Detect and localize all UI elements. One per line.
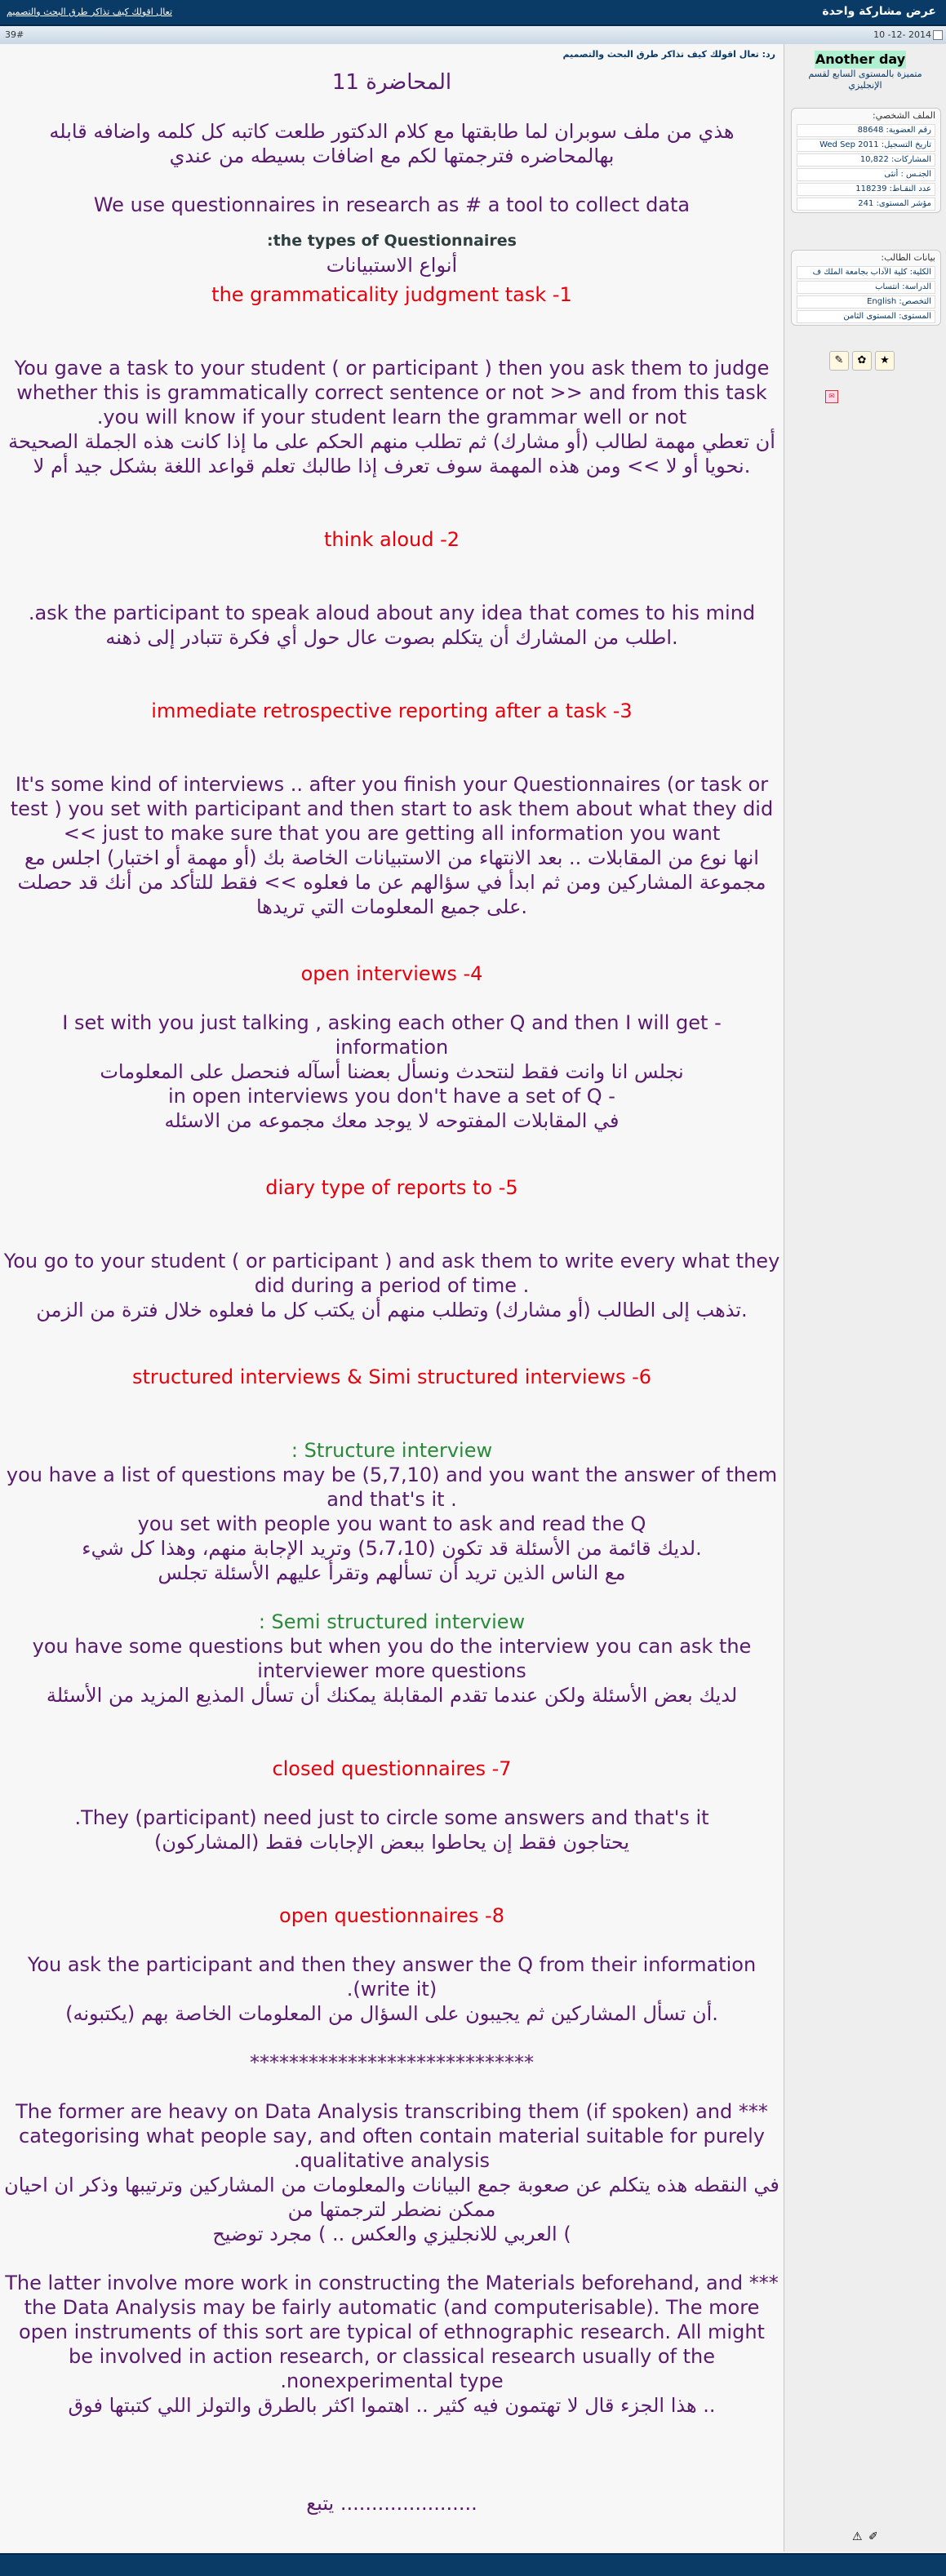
section-title: closed questionnaires -7: [272, 1757, 512, 1780]
section-text-ar: انها نوع من المقابلات .. بعد الانتهاء من الاستبيانات الخاصة بك (أو مهمة أو اختبار) اجلس مع: [24, 846, 759, 869]
section-text-ar: لديك قائمة من الأسئلة قد تكون (5،7،10) وتريد الإجابة منهم، وهذا كل شيء.: [82, 1537, 702, 1560]
section-title: structured interviews & Simi structured interviews -6: [131, 1366, 652, 1388]
paragraph-text: .nonexperimental type: [280, 2369, 504, 2392]
section-text-ar: أن تعطي مهمة لطالب (أو مشارك) ثم تطلب منهم الحكم على ما إذا كانت هذه الجملة الصحيحة: [8, 430, 775, 453]
username[interactable]: Another day: [815, 51, 906, 67]
warning-icon[interactable]: ⚠: [852, 2530, 863, 2543]
stars-separator: *****************************: [250, 2051, 534, 2074]
section-text-ar: مع الناس الذين تريد أن تسألهم وتقرأ عليهم الأسئلة تجلس: [158, 1561, 626, 1584]
section-title: think aloud -2: [323, 528, 460, 551]
section-text-ar: أن تسأل المشاركين ثم يجيبون على السؤال من المعلومات الخاصة بهم (يكتبونه).: [65, 2002, 718, 2025]
top-bar: [0, 0, 946, 26]
user-icons: [829, 351, 898, 371]
profile-row: مؤشر المستوى: 241: [797, 198, 935, 211]
section-text: you have a list of questions may be (5,7,10) and you want the answer of them: [6, 1463, 778, 1486]
section-text: did during a period of time .: [254, 1274, 530, 1297]
user-sidebar: [784, 44, 946, 2552]
student-header: بيانات الطالب:: [881, 252, 935, 263]
section-text-ar: في المقابلات المفتوحه لا يوجد معك مجموعه من الاسئله: [164, 1109, 620, 1132]
paragraph-text: be involved in action research, or classical research usually of the: [68, 2345, 716, 2368]
section-text-ar: نجلس انا وانت فقط لنتحدث ونسأل بعضنا أسآله فنحصل على المعلومات: [100, 1060, 684, 1083]
paragraph-text: open instruments of this sort are typical of ethnographic research. All might: [19, 2321, 765, 2343]
user-title: متميزة بالمستوى السابع لقسم الإنجليزي: [808, 69, 922, 91]
profile-row: عدد النقـاط: 118239: [797, 183, 935, 196]
section-text: whether this is grammatically correct sentence or not >> and from this task: [16, 381, 767, 404]
section-title: diary type of reports to -5: [265, 1176, 518, 1199]
intro-line: هذي من ملف سوبران لما طابقتها مع كلام الدكتور طلعت كاتبه كل كلمه واضافه قابله: [49, 120, 735, 143]
section-text-ar: مجموعة المشاركين ومن ثم ابدأ في سؤالهم عن ما فعلوه >> فقط للتأكد من أنك قد حصلت: [17, 871, 766, 894]
profile-header: الملف الشخصي:: [872, 110, 935, 121]
student-row: التخصص: English: [797, 295, 935, 309]
student-box: [791, 250, 941, 326]
bottom-bar: [0, 2553, 946, 2576]
section-text: information: [335, 1036, 449, 1059]
section-text: It's some kind of interviews .. after you finish your Questionnaires (or task or: [15, 773, 769, 796]
profile-box: [791, 108, 941, 213]
student-row: الكلية: كلية الآداب بجامعة الملك ف: [797, 266, 935, 279]
section-text-ar: على جميع المعلومات التي تريدها.: [255, 895, 528, 918]
section-text: in open interviews you don't have a set of Q -: [168, 1085, 615, 1108]
paragraph-text-ar: هذا الجزء قال لا تهتمون فيه كثير .. اهتموا اكثر بالطرق والتولز اللي كتبتها فوق ..: [68, 2394, 716, 2417]
paragraph-text: The former are heavy on Data Analysis transcribing them (if spoken) and ***: [16, 2100, 768, 2123]
report-icon[interactable]: ✐: [868, 2530, 878, 2543]
lecture-heading: المحاضرة 11: [331, 70, 452, 95]
types-heading-ar: أنواع الاستبيانات: [326, 254, 458, 277]
section-text-ar: اطلب من المشارك أن يتكلم بصوت عال حول أي فكرة تتبادر إلى ذهنه.: [105, 626, 678, 649]
page-title: عرض مشاركة واحدة: [822, 5, 936, 18]
student-row: المستوى: المستوى الثامن: [797, 310, 935, 323]
reply-title: رد: تعال اقولك كيف تذاكر طرق البحث والتصميم: [562, 49, 775, 60]
paragraph-text-ar: في النقطه هذه يتكلم عن صعوبة جمع البيانات والمعلومات من المشاركين وترتيبها وذكر ان احيان: [4, 2174, 779, 2196]
paragraph-text-ar: ممكن نضطر لترجمتها من: [287, 2198, 496, 2221]
section-text-ar: نحويا أو لا >> ومن هذه المهمة سوف تعرف إذا طالبك تعلم قواعد اللغة بشكل جيد أم لا.: [33, 455, 751, 477]
section-text: interviewer more questions: [257, 1659, 526, 1682]
section-text: You gave a task to your student ( or participant ) then you ask them to judge: [14, 357, 770, 380]
section-title: open questionnaires -8: [279, 1904, 504, 1927]
section-text-ar: لديك بعض الأسئلة ولكن عندما تقدم المقابلة يمكنك أن تسأل المذيع المزيد من الأسئلة: [46, 1684, 738, 1707]
pen-icon[interactable]: ✎: [829, 351, 849, 371]
subsection-title: : Structure interview: [291, 1439, 493, 1462]
section-title: open interviews -4: [300, 962, 483, 985]
subsection-title: : Semi structured interview: [258, 1610, 526, 1633]
section-text: .you will know if your student learn the grammar well or not: [96, 406, 687, 429]
section-text: .(write it): [346, 1978, 437, 2001]
section-text: I set with you just talking , asking each other Q and then I will get -: [62, 1011, 722, 1034]
intro-line: بهالمحاضره فترجمتها لكم مع اضافات بسيطه من عندي: [169, 144, 615, 167]
types-heading: :the types of Questionnaires: [267, 232, 517, 250]
badge-icon[interactable]: ✿: [852, 351, 872, 371]
paragraph-text: categorising what people say, and often contain material suitable for purely: [19, 2125, 765, 2147]
section-text-ar: (المشاركون) يحتاجون فقط إن يحاطوا ببعض الإجابات فقط: [153, 1831, 630, 1854]
student-row: الدراسة: انتساب: [797, 281, 935, 294]
section-title: the grammaticality judgment task -1: [211, 283, 572, 306]
message-body: [0, 70, 784, 2516]
paragraph-text: the Data Analysis may be fairly automatic (and computerisable). The more: [24, 2296, 760, 2319]
post-content: [0, 44, 784, 2552]
section-text: you set with people you want to ask and read the Q: [137, 1512, 646, 1535]
profile-row: الجنـس : أنثى: [797, 168, 935, 181]
medal-icon[interactable]: ★: [875, 351, 895, 371]
profile-row: المشاركات: 10,822: [797, 153, 935, 167]
section-text-ar: تذهب إلى الطالب (أو مشارك) وتطلب منهم أن يكتب كل ما فعلوه خلال فترة من الزمن.: [36, 1299, 748, 1321]
section-text: .They (participant) need just to circle some answers and that's it: [74, 1806, 709, 1829]
section-text: you have some questions but when you do the interview you can ask the: [32, 1635, 752, 1658]
continued-footer: يتبع ......................: [306, 2492, 477, 2515]
profile-row: رقم العضوية: 88648: [797, 124, 935, 137]
thread-link[interactable]: تعال اقولك كيف تذاكر طرق البحث والتصميم: [7, 7, 173, 17]
section-text: You go to your student ( or participant ) and ask them to write every what they: [3, 1250, 780, 1272]
post-number-area: [0, 26, 946, 44]
post-date: 10 -12- 2014: [873, 29, 931, 40]
post-number[interactable]: 39#: [5, 29, 24, 40]
section-title: immediate retrospective reporting after a task -3: [151, 700, 633, 722]
profile-row: تاريخ التسجيل: Wed Sep 2011: [797, 139, 935, 152]
section-text: You ask the participant and then they answer the Q from their information: [27, 1953, 757, 1976]
paragraph-text: .qualitative analysis: [293, 2149, 491, 2172]
section-text: << just to make sure that you are getting all information you want: [63, 822, 721, 845]
tool-line: We use questionnaires in research as # a tool to collect data: [93, 193, 691, 216]
paragraph-text: The latter involve more work in constructing the Materials beforehand, and ***: [5, 2272, 779, 2294]
section-text: .ask the participant to speak aloud about any idea that comes to his mind: [28, 602, 756, 624]
section-text: and that's it .: [326, 1488, 457, 1511]
mail-icon[interactable]: ✉: [825, 390, 838, 403]
section-text: test ) you set with participant and then start to ask them about what they did: [10, 797, 774, 820]
paragraph-text-ar: العربي للانجليزي والعكس .. ) مجرد توضيح (: [212, 2223, 571, 2245]
